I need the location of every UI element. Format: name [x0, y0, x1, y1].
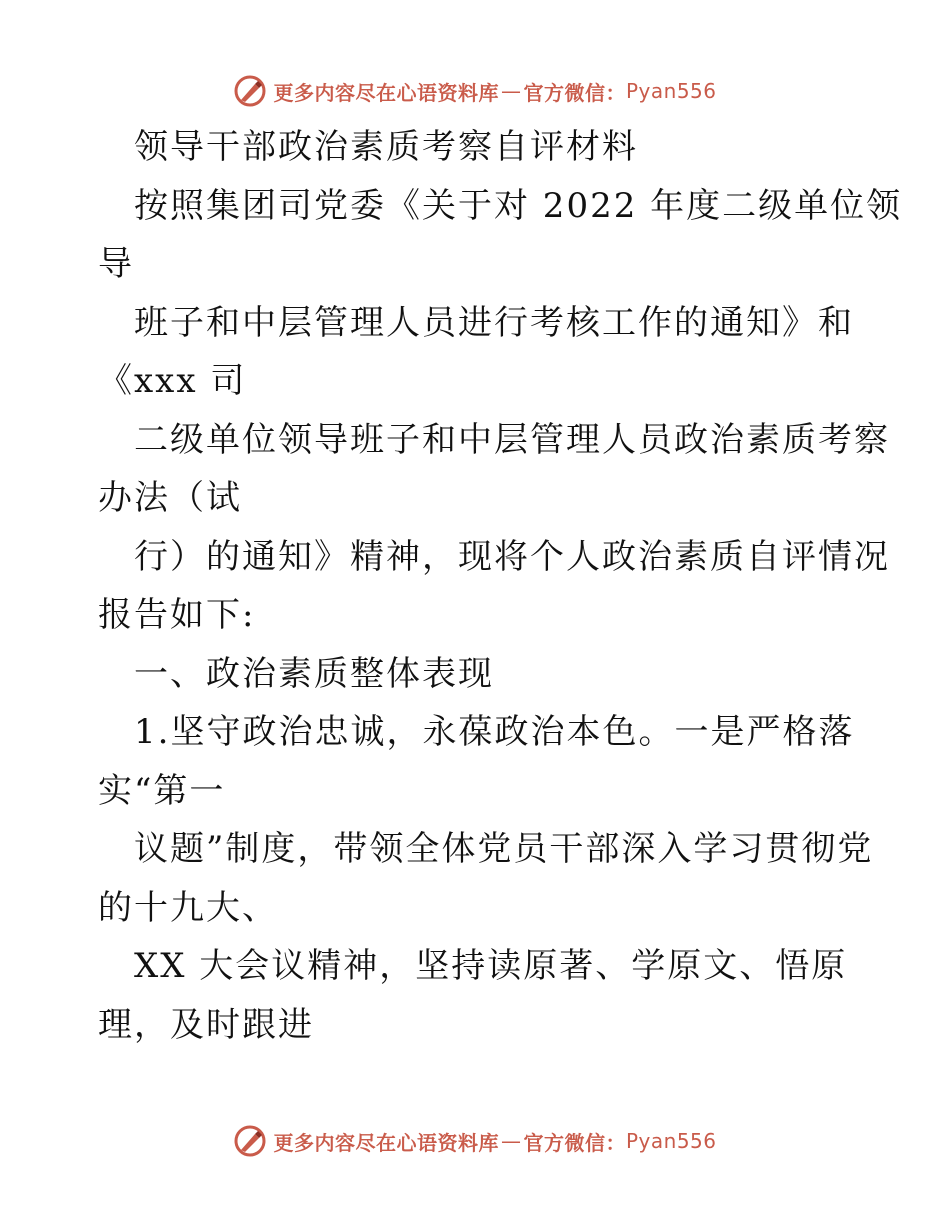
paragraph-line: 行）的通知》精神，现将个人政治素质自评情况 [134, 536, 890, 577]
paragraph-line-wrap: 实“第一 [98, 770, 226, 811]
watermark-separator: — [500, 79, 522, 103]
watermark-id: Pyan556 [625, 1129, 717, 1153]
watermark-text: 更多内容尽在心语资料库 [273, 1130, 499, 1155]
paragraph-line-wrap: 报告如下: [98, 595, 256, 635]
watermark-separator: — [500, 1129, 522, 1153]
paragraph-line-wrap: 的十九大、 [98, 887, 278, 928]
watermark-id: Pyan556 [625, 79, 717, 103]
paragraph-line-wrap: 《xxx 司 [98, 361, 247, 401]
pen-logo-icon [233, 74, 267, 108]
watermark-text: 更多内容尽在心语资料库 [273, 80, 499, 105]
paragraph-line: 二级单位领导班子和中层管理人员政治素质考察 [134, 419, 890, 460]
section-heading: 一、政治素质整体表现 [134, 653, 494, 694]
watermark-header [0, 71, 950, 111]
document-title: 领导干部政治素质考察自评材料 [134, 127, 638, 167]
paragraph-line-wrap: 理，及时跟进 [98, 1004, 314, 1045]
paragraph-line: XX 大会议精神，坚持读原著、学原文、悟原 [134, 946, 848, 986]
paragraph-line-wrap: 办法（试 [98, 478, 242, 518]
watermark-label: 官方微信： [523, 80, 626, 105]
paragraph-line: 按照集团司党委《关于对 2022 年度二级单位领 [134, 185, 903, 226]
document-body [98, 118, 903, 1054]
paragraph-line: 班子和中层管理人员进行考核工作的通知》和 [134, 302, 854, 343]
watermark-footer [0, 1121, 950, 1161]
paragraph-line-wrap: 导 [98, 244, 134, 284]
paragraph-line: 1.坚守政治忠诚，永葆政治本色。一是严格落 [134, 712, 855, 752]
paragraph-line: 议题”制度，带领全体党员干部深入学习贯彻党 [134, 829, 874, 869]
pen-logo-icon [233, 1124, 267, 1158]
watermark-label: 官方微信： [523, 1130, 626, 1155]
